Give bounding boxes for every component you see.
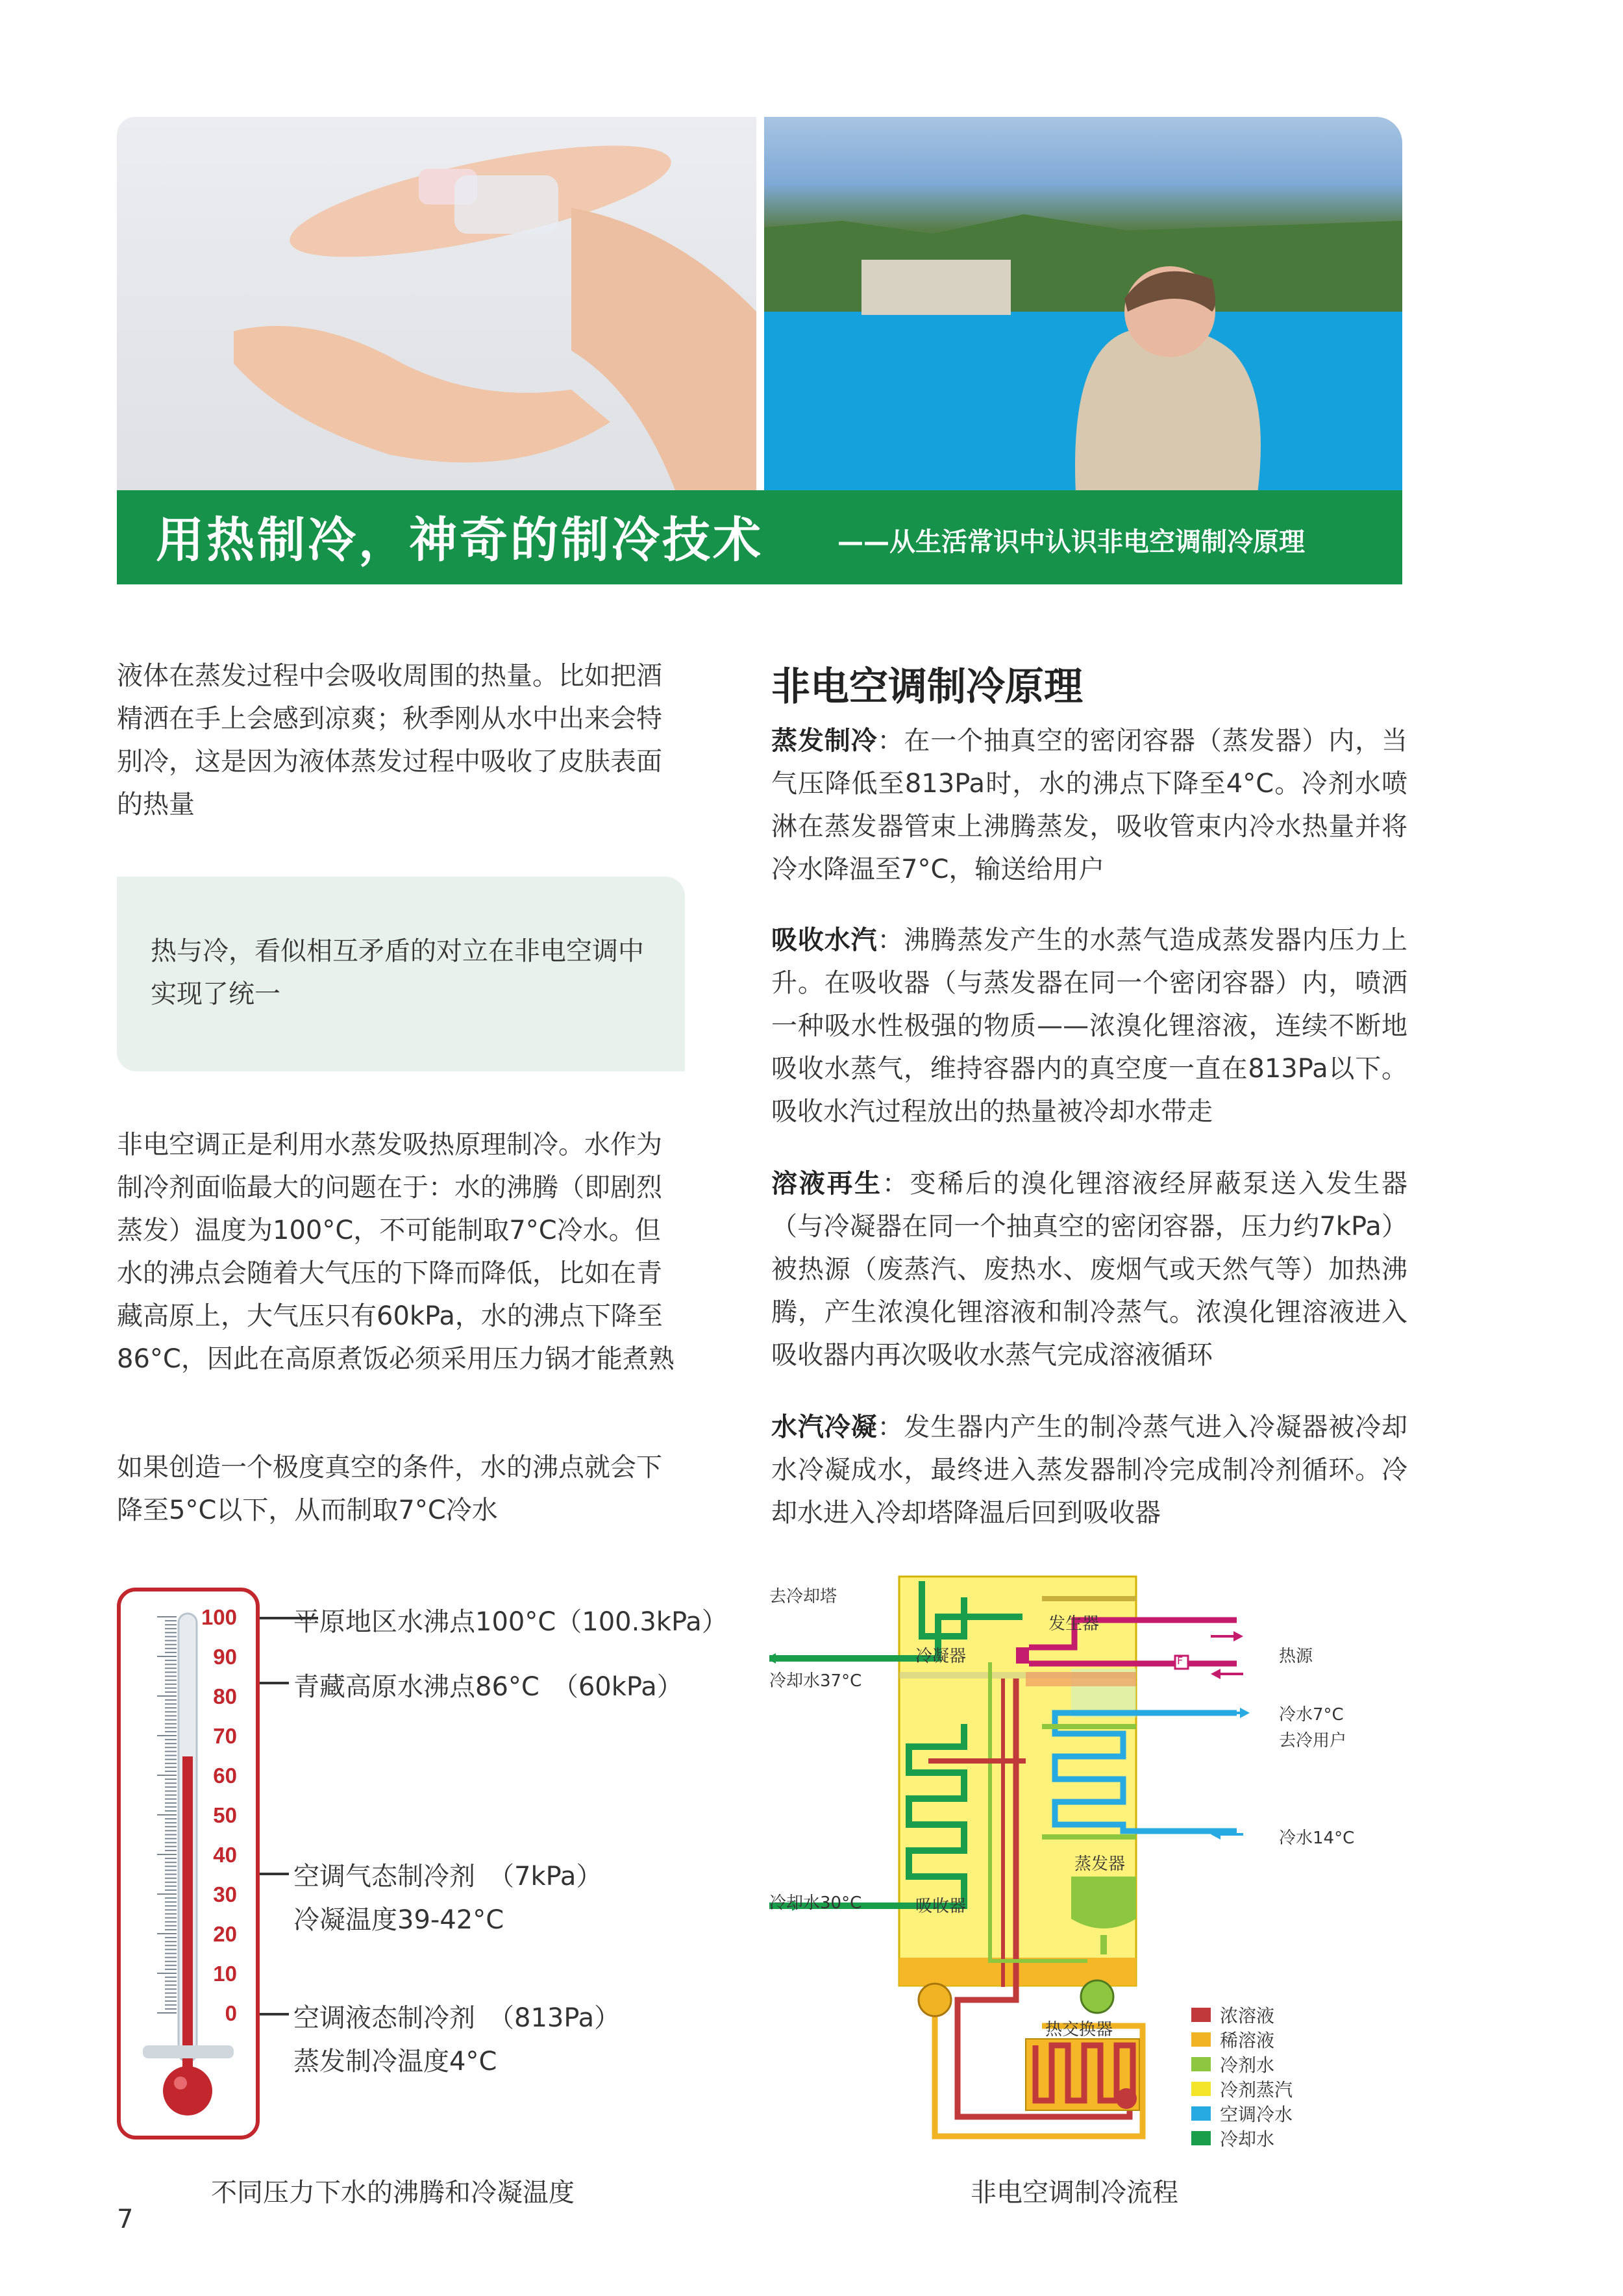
quote-box [117, 877, 685, 1071]
legend-label: 稀溶液 [1220, 2030, 1275, 2051]
legend-label: 浓溶液 [1220, 2005, 1275, 2027]
label-to-tower: 去冷却塔 [769, 1587, 837, 1606]
thermometer-scale-label: 60 [213, 1764, 237, 1788]
principle-absorption [771, 919, 1407, 1133]
legend-swatch [1191, 2106, 1211, 2121]
principle-regeneration [771, 1162, 1407, 1377]
photo-hands-spray [117, 117, 756, 490]
thermometer [117, 1588, 260, 2140]
thermometer-scale-label: 40 [213, 1843, 237, 1867]
principle-heading: 蒸发制冷 [771, 726, 878, 756]
principle-condensation [771, 1406, 1407, 1534]
section-title: 非电空调制冷原理 [771, 664, 1083, 710]
page-subtitle: ——从生活常识中认识非电空调制冷原理 [837, 527, 1305, 557]
legend-item [1191, 2127, 1274, 2150]
principle-heading: 水汽冷凝 [771, 1412, 878, 1442]
diagram-caption: 非电空调制冷流程 [971, 2178, 1178, 2208]
principle-text: ：发生器内产生的制冷蒸气进入冷凝器被冷却水冷凝成水，最终进入蒸发器制冷完成制冷剂循环。冷却水进入冷却塔降温后回到吸收器 [771, 1412, 1408, 1528]
label-generator: 发生器 [1048, 1614, 1100, 1634]
principle-heading: 溶液再生 [771, 1169, 882, 1199]
body-paragraph-1: 非电空调正是利用水蒸发吸热原理制冷。水作为制冷剂面临最大的问题在于：水的沸腾（即剧烈蒸发）温度为100°C，不可能制取7°C冷水。但水的沸点会随着大气压的下降而降低，比如在青藏高原上，大气压只有60kPa，水的沸点下降至86°C，因此在高原煮饭必须采用压力锅才能煮熟 [117, 1130, 675, 1374]
principle-evaporation [771, 719, 1407, 891]
annotation-leader [260, 2013, 289, 2015]
label-cw30: 冷却水30°C [769, 1893, 862, 1913]
flow-diagram [769, 1571, 1402, 2156]
annotation-liquid-refrigerant: 空调液态制冷剂 （813Pa） [293, 2003, 621, 2033]
label-heat-source: 热源 [1279, 1647, 1313, 1666]
legend-swatch [1191, 2131, 1211, 2145]
annotation-gas-refrigerant: 空调气态制冷剂 （7kPa） [293, 1862, 602, 1891]
thermometer-scale-label: 100 [201, 1605, 237, 1629]
label-chw14: 冷水14°C [1279, 1828, 1355, 1848]
legend-label: 冷却水 [1220, 2128, 1275, 2150]
thermometer-scale-label: 20 [213, 1922, 237, 1946]
label-cw37: 冷却水37°C [769, 1671, 862, 1691]
pool-illustration [764, 117, 1402, 490]
label-to-user: 去冷用户 [1279, 1731, 1347, 1751]
thermometer-scale-label: 70 [213, 1724, 237, 1748]
legend-label: 冷剂蒸汽 [1220, 2079, 1293, 2101]
label-heat-exchanger: 热交换器 [1045, 2020, 1113, 2040]
thermometer-scale-label: 50 [213, 1803, 237, 1827]
photo-child-pool [764, 117, 1402, 490]
legend-swatch [1191, 2082, 1211, 2096]
body-paragraph-2: 如果创造一个极度真空的条件，水的沸点就会下降至5°C以下，从而制取7°C冷水 [117, 1453, 662, 1525]
thermometer-scale-label: 80 [213, 1684, 237, 1708]
legend-item [1191, 2003, 1274, 2027]
legend-swatch [1191, 2032, 1211, 2047]
thermometer-graphic [117, 1588, 260, 2140]
legend-swatch [1191, 2057, 1211, 2071]
label-f-valve: F [1177, 1654, 1183, 1667]
intro-paragraph: 液体在蒸发过程中会吸收周围的热量。比如把酒精洒在手上会感到凉爽；秋季刚从水中出来会特别冷，这是因为液体蒸发过程中吸收了皮肤表面的热量 [117, 661, 662, 819]
thermometer-scale-label: 90 [213, 1645, 237, 1669]
annotation-leader [260, 1682, 289, 1684]
hands-illustration [117, 117, 756, 490]
quote-text: 热与冷，看似相互矛盾的对立在非电空调中实现了统一 [151, 936, 644, 1009]
annotation-evaporating-temp: 蒸发制冷温度4°C [293, 2047, 497, 2077]
page-number: 7 [117, 2204, 134, 2234]
legend-item [1191, 2028, 1274, 2051]
principle-heading: 吸收水汽 [771, 925, 878, 955]
legend-item [1191, 2102, 1293, 2125]
page-title: 用热制冷，神奇的制冷技术 [156, 512, 763, 568]
principle-text: ：沸腾蒸发产生的水蒸气造成蒸发器内压力上升。在吸收器（与蒸发器在同一个密闭容器）内，喷洒一种吸水性极强的物质——浓溴化锂溶液，连续不断地吸收水蒸气，维持容器内的真空度一直在813Pa以下。吸收水汽过程放出的热量被冷却水带走 [771, 925, 1408, 1127]
legend-label: 冷剂水 [1220, 2054, 1275, 2076]
legend-item [1191, 2077, 1293, 2101]
label-absorber: 吸收器 [915, 1897, 967, 1916]
annotation-leader [260, 1873, 289, 1875]
thermometer-scale-label: 30 [213, 1882, 237, 1906]
legend-item [1191, 2053, 1274, 2076]
diagram-legend [1191, 2003, 1321, 2152]
thermometer-scale-label: 10 [213, 1962, 237, 1986]
legend-swatch [1191, 2008, 1211, 2022]
label-evaporator: 蒸发器 [1074, 1854, 1126, 1874]
title-banner [117, 490, 1402, 584]
legend-label: 空调冷水 [1220, 2104, 1293, 2125]
annotation-plateau-boiling: 青藏高原水沸点86°C （60kPa） [293, 1672, 683, 1702]
label-chw7: 冷水7°C [1279, 1705, 1344, 1725]
thermometer-scale-label: 0 [225, 2001, 237, 2025]
principle-text: ：变稀后的溴化锂溶液经屏蔽泵送入发生器（与冷凝器在同一个抽真空的密闭容器，压力约7kPa）被热源（废蒸汽、废热水、废烟气或天然气等）加热沸腾，产生浓溴化锂溶液和制冷蒸气。浓溴化锂溶液进入吸收器内再次吸收水蒸气完成溶液循环 [771, 1169, 1408, 1370]
annotation-condensing-temp: 冷凝温度39-42°C [293, 1905, 504, 1935]
annotation-plain-boiling: 平原地区水沸点100°C（100.3kPa） [293, 1607, 728, 1637]
principle-text: ：在一个抽真空的密闭容器（蒸发器）内，当气压降低至813Pa时，水的沸点下降至4°C。冷剂水喷淋在蒸发器管束上沸腾蒸发，吸收管束内冷水热量并将冷水降温至7°C，输送给用户 [771, 726, 1408, 884]
label-condenser: 冷凝器 [915, 1647, 967, 1666]
thermometer-caption: 不同压力下水的沸腾和冷凝温度 [211, 2178, 575, 2208]
